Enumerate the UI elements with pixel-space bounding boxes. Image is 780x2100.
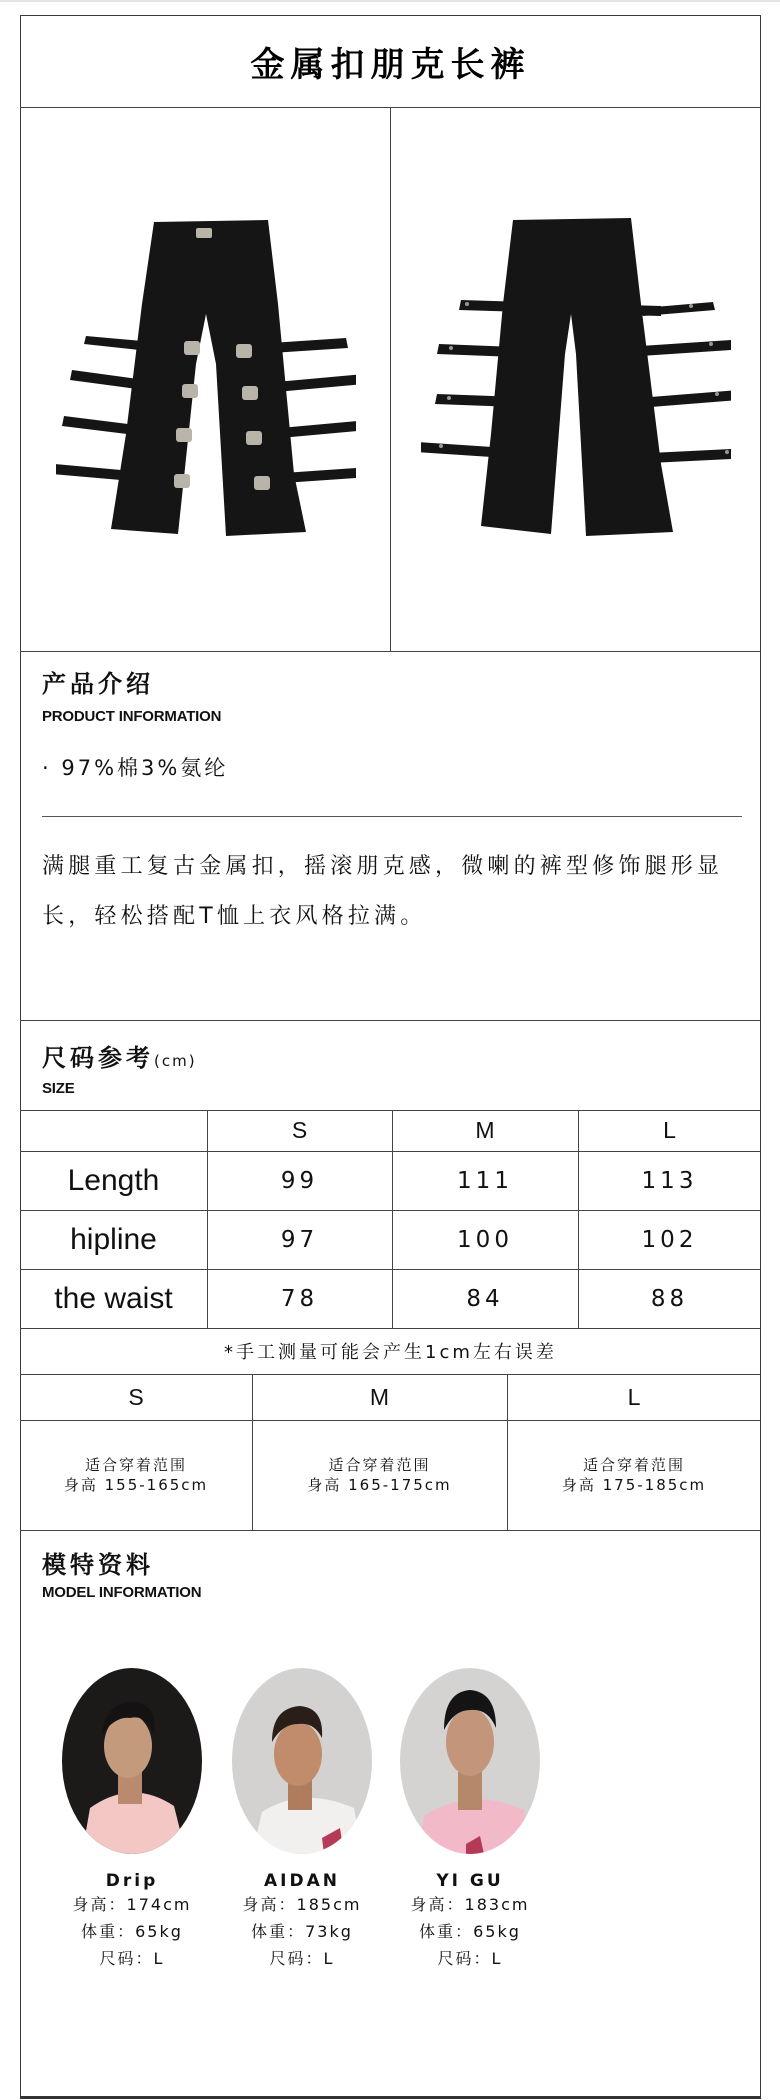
model-name: Drip [105,1871,159,1891]
fit-range-s [20,1420,252,1530]
divider [20,651,761,652]
table-cell: 111 [457,1167,513,1194]
model-name: YI GU [436,1871,504,1891]
top-edge [0,0,780,2]
table-cell: 102 [641,1226,698,1253]
pants-front-icon [56,214,356,544]
page-title: 金属扣朋克长裤 [250,44,531,85]
model-height: 身高：174cm [72,1895,192,1914]
product-image-back [391,107,760,651]
table-cell: 113 [641,1167,698,1194]
model-weight: 体重：73kg [251,1922,353,1941]
model-weight: 体重：65kg [81,1922,183,1941]
model-card-drip [47,1668,217,1972]
model-card-yi-gu [385,1668,555,1972]
row-label-hipline: hipline [70,1222,157,1256]
model-height: 身高：183cm [410,1895,530,1914]
fit-range-label: 适合穿着范围 [84,1456,187,1474]
divider [20,1020,761,1021]
model-info-subheading: MODEL INFORMATION [42,1584,202,1601]
fit-size-l: L [627,1383,641,1410]
material-composition: · 97%棉3%氨纶 [42,756,229,780]
fit-size-m: M [369,1383,390,1410]
row-label-length: Length [67,1163,160,1197]
model-card-aidan [217,1668,387,1972]
table-cell: 88 [650,1285,689,1312]
table-cell: 97 [280,1226,319,1253]
table-cell: 100 [457,1226,513,1253]
person-portrait-icon [62,1668,202,1854]
measurement-note: *手工测量可能会产生1cm左右误差 [224,1342,557,1363]
size-col-l: L [663,1117,676,1143]
model-height: 身高：185cm [242,1895,362,1914]
product-info-subheading: PRODUCT INFORMATION [42,708,222,725]
model-photo [62,1668,202,1854]
model-weight: 体重：65kg [419,1922,521,1941]
model-info-heading: 模特资料 [42,1551,154,1579]
fit-range-label: 适合穿着范围 [328,1456,431,1474]
rule [42,816,742,817]
model-photo [400,1668,540,1854]
model-name: AIDAN [264,1871,340,1891]
fit-range-height: 身高 155-165cm [63,1476,209,1494]
product-image-front [21,107,390,651]
model-size: 尺码：L [99,1949,165,1968]
product-description: 满腿重工复古金属扣，摇滚朋克感，微喇的裤型修饰腿形显长，轻松搭配T恤上衣风格拉满。 [42,854,724,929]
fit-range-m [252,1420,507,1530]
pants-back-icon [421,214,731,544]
fit-range-l [507,1420,761,1530]
model-photo [232,1668,372,1854]
row-label-waist: the waist [54,1281,173,1315]
model-size: 尺码：L [437,1949,503,1968]
fit-range-height: 身高 165-175cm [307,1476,452,1494]
size-subheading: SIZE [42,1080,75,1097]
product-info-heading: 产品介绍 [42,670,154,698]
size-heading [42,1038,197,1073]
model-size: 尺码：L [269,1949,335,1968]
size-col-s: S [291,1117,308,1143]
size-heading-text: 尺码参考 [42,1044,154,1072]
fit-range-label: 适合穿着范围 [582,1456,685,1474]
size-col-m: M [475,1117,495,1143]
divider [20,1530,761,1531]
table-cell: 99 [280,1167,319,1194]
fit-size-s: S [128,1383,144,1410]
table-cell: 84 [466,1285,504,1312]
person-portrait-icon [400,1668,540,1854]
person-portrait-icon [232,1668,372,1854]
table-cell: 78 [280,1285,319,1312]
size-unit: (cm) [154,1052,197,1070]
fit-range-height: 身高 175-185cm [561,1476,707,1494]
